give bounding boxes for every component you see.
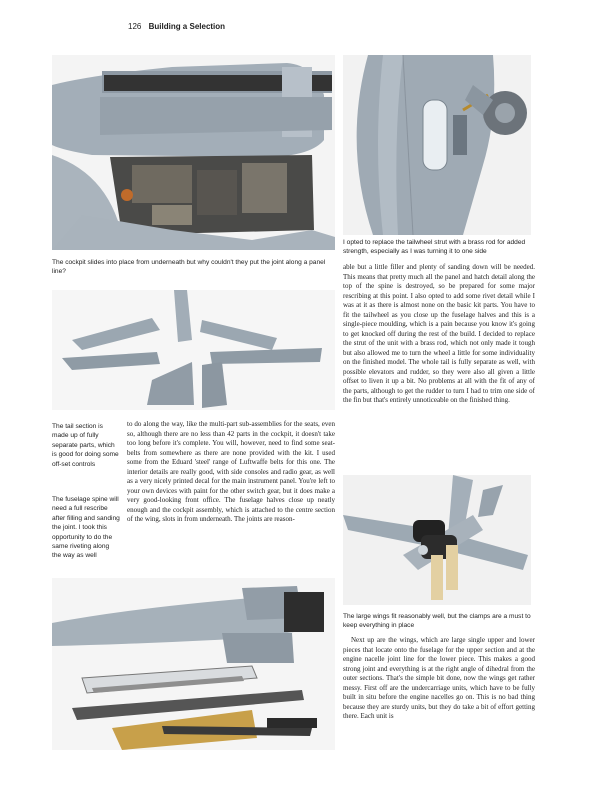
body-text-middle (127, 420, 335, 525)
body-paragraph: Next up are the wings, which are large single upper and lower pieces that locate onto the fuselage for the upper section and at the engine nacelle joint line for the lower piece. This makes a good strong joint and everything is at the right angle of dihedral from the outer sections. That's the simple bit done, now the wings get rather messy. First off are the undercarriage units, which have to be fully built in situ before the engine nacelles go on. This is no bad thing because they are sturdy units, but they do take a bit of effort getting there. Each unit is (343, 636, 535, 720)
tail-parts-photo (52, 290, 335, 410)
body-text-right-top (343, 263, 535, 406)
tail-section-caption: The tail section is made up of fully separate parts, which is good for doing some off-set controls (52, 423, 119, 468)
cockpit-caption: The cockpit slides into place from underneath but why couldn't they put the joint along a panel line? (52, 259, 326, 276)
body-text-right-bottom (343, 636, 535, 722)
body-paragraph: to do along the way, like the multi-part sub-assemblies for the seats, even so, although there are no less than 42 parts in the cockpit, it doesn't take too long before it's complete. You will, however, need to find some seat-belts from somewhere as there are none provided with the kit. I used some from the Eduard 'steel' range of Luftwaffe belts for this one. The interior details are really good, with side consoles and radio gear, as well as a very nicely printed decal for the main instrument panel. You're left to your own devices with paint for the other switch gear, but it does make a very good-looking front office. The fuselage halves close up neatly enough and the cockpit assembly, which is attached to the centre section of the wing, slots in from underneath. The joints are reason- (127, 420, 335, 523)
cockpit-photo (52, 55, 335, 250)
page-number: 126 (128, 22, 142, 31)
fuselage-spine-photo (52, 578, 335, 750)
section-title: Building a Selection (148, 22, 226, 31)
aircraft-wings-photo (343, 475, 531, 605)
body-paragraph: able but a little filler and plenty of sanding down will be needed. This means that pretty much all the panel and hatch detail along the top of the spine is destroyed, so be prepared for some major rescribing at this point. I also opted to add some rivet detail while I was at it as there is almost none on the basic kit parts. You have to fit the tailwheel as you close up the fuselage halves and this is a single-piece moulding, which is a pain because you know it's going to get knocked off during the rest of the build. I decided to replace the strut of the unit with a brass rod, which not only made it tough but also allowed me to turn the wheel a little for some individuality on the finished model. The whole tail is fully separate as well, with possible elevators and rudder, so they were also all given a little offset to liven it up a bit. No problems at all with the fit of any of the parts, although to get the rudder to turn I had to trim one side of the fin but that's entirely unnoticeable on the finished thing. (343, 263, 535, 404)
tailwheel-photo (343, 55, 531, 235)
running-header (128, 22, 225, 31)
wings-caption: The large wings fit reasonably well, but the clamps are a must to keep everything in place (343, 613, 531, 630)
fuselage-spine-caption: The fuselage spine will need a full rescribe after filling and sanding the joint. I took this opportunity to do the same riveting along the way as well (52, 496, 120, 560)
tailwheel-caption: I opted to replace the tailwheel strut with a brass rod for added strength, especially as I was turning it to one side (343, 239, 526, 256)
